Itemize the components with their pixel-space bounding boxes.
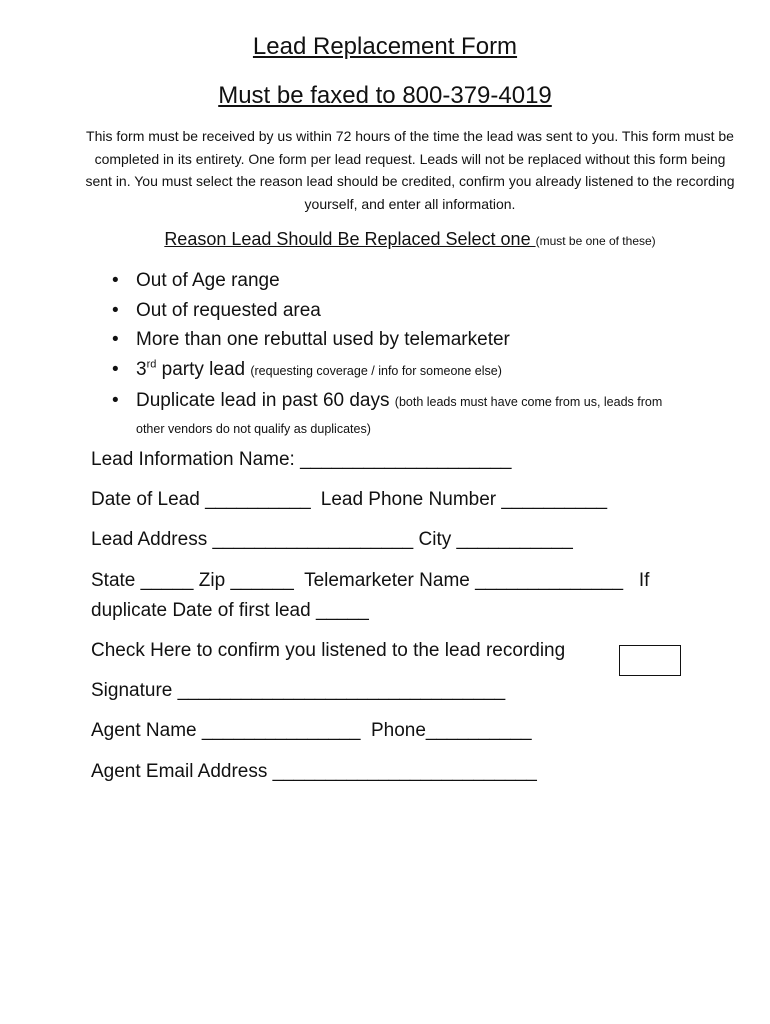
signature-label: Signature _______________________________ [91, 680, 506, 701]
reason-list [108, 266, 728, 438]
signature-field[interactable] [91, 680, 505, 702]
reason-note: (requesting coverage / info for someone else) [250, 363, 502, 378]
zip-field[interactable]: Zip ______ [198, 570, 294, 591]
form-title: Lead Replacement Form [252, 33, 518, 60]
reason-item-third-party[interactable] [108, 355, 728, 387]
reason-item-rebuttal[interactable] [108, 325, 728, 355]
lead-date-phone-row [91, 489, 607, 511]
reason-label: party lead [156, 358, 251, 380]
reason-note: (both leads must have come from us, leads from [394, 395, 663, 409]
city-field[interactable]: City ___________ [418, 529, 573, 550]
reason-heading: Reason Lead Should Be Replaced Select one [164, 229, 536, 249]
reason-label: More than one rebuttal used by telemarketer [136, 329, 510, 350]
state-field[interactable]: State _____ [91, 570, 194, 591]
agent-email-label: Agent Email Address _________________________ [91, 761, 537, 782]
reason-label: Out of requested area [136, 299, 321, 321]
if-label: If [638, 570, 650, 591]
agent-name-field[interactable]: Agent Name _______________ [91, 720, 361, 741]
reason-item-duplicate[interactable] [108, 386, 728, 438]
agent-phone-field[interactable]: Phone__________ [370, 720, 532, 741]
lead-phone-field[interactable]: Lead Phone Number __________ [320, 489, 608, 510]
state-zip-telemarketer-row [91, 566, 711, 625]
date-of-lead-field[interactable]: Date of Lead __________ [91, 489, 311, 510]
confirm-recording-checkbox[interactable] [619, 645, 681, 676]
duplicate-date-field[interactable]: duplicate Date of first lead _____ [91, 599, 369, 621]
intro-paragraph: This form must be received by us within 72 hours of the time the lead was sent to you. This form must be completed in its entirety. One form per lead request. Leads will not be replaced without this form being sent in. You must select the reason lead should be credited, confirm you already listened to the recording yourself, and enter all information. [85, 128, 735, 212]
lead-name-field[interactable] [91, 449, 511, 471]
lead-address-row [91, 529, 573, 551]
reason-item-age[interactable] [108, 266, 728, 296]
agent-email-field[interactable] [91, 761, 537, 783]
reason-note-continued: other vendors do not qualify as duplicates) [136, 421, 371, 436]
check-confirm-label: Check Here to confirm you listened to the lead recording [91, 640, 566, 661]
reason-heading-line [0, 229, 770, 250]
reason-label: Out of Age range [136, 270, 280, 291]
lead-name-label: Lead Information Name: ____________________ [91, 449, 512, 470]
reason-note: (must be one of these) [535, 234, 656, 248]
reason-number: 3 [136, 358, 147, 380]
reason-label: Duplicate lead in past 60 days [136, 390, 395, 411]
ordinal-suffix: rd [146, 358, 157, 371]
agent-row [91, 720, 532, 742]
telemarketer-field[interactable]: Telemarketer Name ______________ [304, 570, 624, 591]
reason-item-area[interactable] [108, 296, 728, 326]
lead-address-field[interactable]: Lead Address ___________________ [91, 529, 414, 550]
fax-number-heading: Must be faxed to 800-379-4019 [218, 82, 552, 109]
